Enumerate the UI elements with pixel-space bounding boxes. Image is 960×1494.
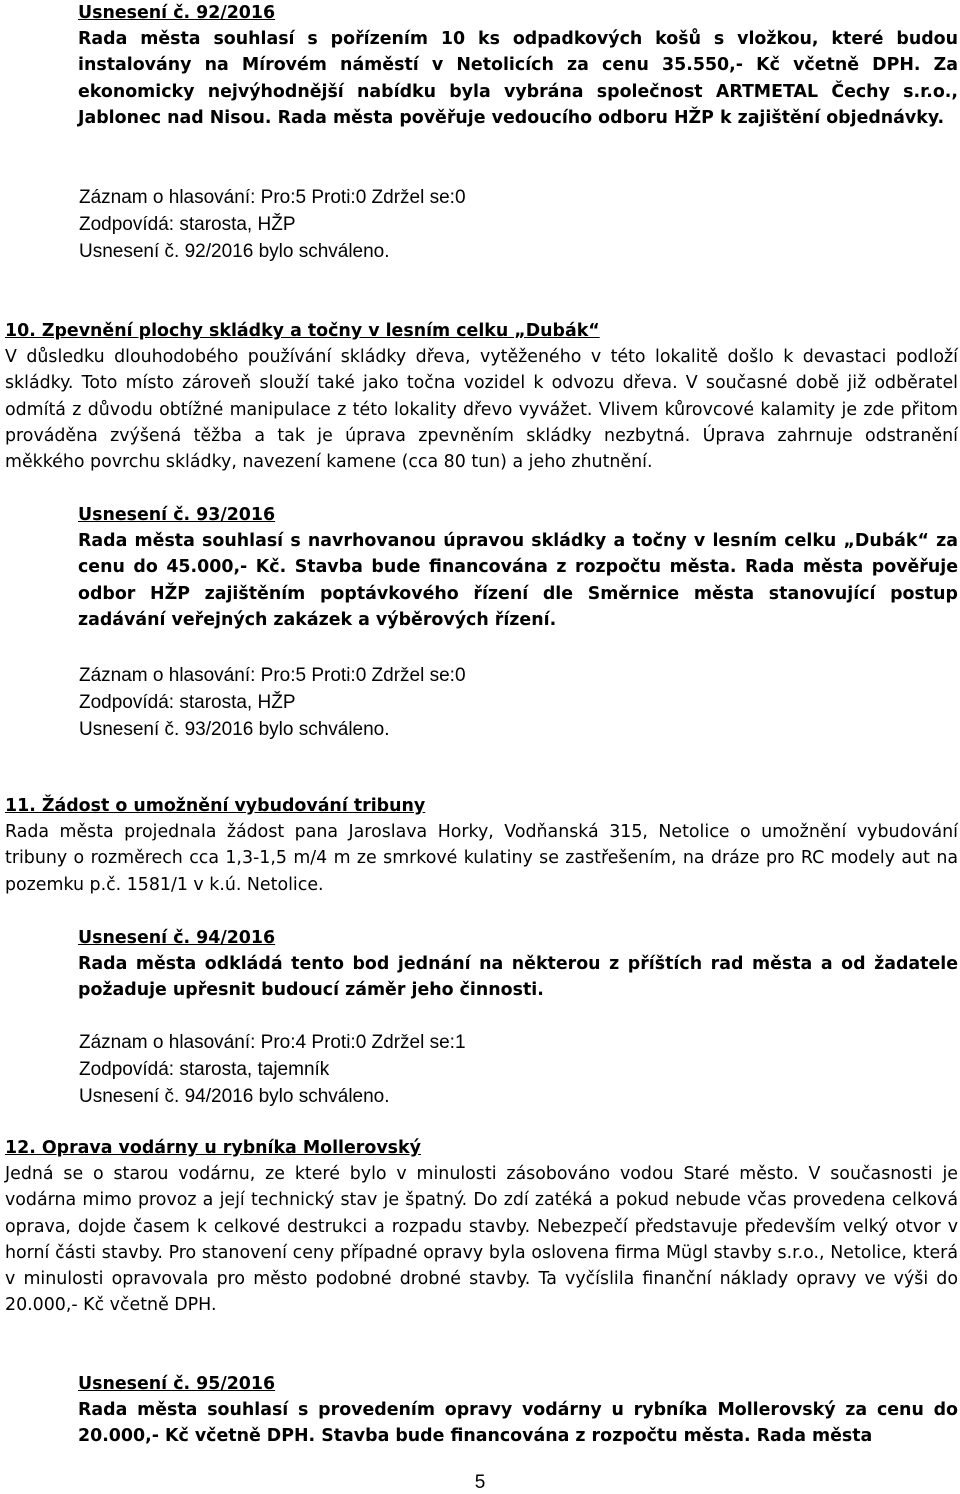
item-10-body: V důsledku dlouhodobého používání skládky dřeva, vytěženého v této lokalitě došlo k devastaci podloží skládky. Toto místo zároveň slouží také jako točna vozidel k odvozu dřeva. V současné době již odběratel odmítá z důvodu obtížné manipulace z této lokality dřevo vyvážet. Vlivem kůrovcové kalamity je zde přitom prováděna zvýšená těžba a tak je úprava zpevněním skládky nezbytná. Úprava zahrnuje odstranění měkkého povrchu skládky, navezení kamene (cca 80 tun) a jeho zhutnění. [5,347,958,473]
resolution-95-title: Usnesení č. 95/2016 [78,1374,276,1394]
page-number: 5 [474,1472,486,1493]
item-11-body: Rada města projednala žádost pana Jaroslava Horky, Vodňanská 315, Netolice o umožnění vybudování tribuny o rozměrech cca 1,3-1,5 m/4 m ze smrkové kulatiny se zastřešením, na dráze pro RC modely aut na pozemku p.č. 1581/1 v k.ú. Netolice. [5,822,958,895]
item-11-heading: 11. Žádost o umožnění vybudování tribuny [5,796,426,816]
item-11-block [5,793,958,898]
item-12-block [5,1135,958,1318]
resolution-93-block [78,502,958,633]
item-12-heading: 12. Oprava vodárny u rybníka Mollerovský [5,1138,421,1158]
resolution-94-block [78,925,958,1004]
approval-note: Usnesení č. 93/2016 bylo schváleno. [79,719,390,740]
resolution-92-record [79,184,466,265]
resolution-94-record [79,1029,466,1110]
resolution-93-text: Rada města souhlasí s navrhovanou úpravou skládky a točny v lesním celku „Dubák“ za cenu do 45.000,- Kč. Stavba bude financována z rozpočtu města. Rada města pověřuje odbor HŽP zajištěním poptávkového řízení dle Směrnice města stanovující postup zadávání veřejných zakázek a výběrových řízení. [78,531,958,630]
item-10-heading: 10. Zpevnění plochy skládky a točny v lesním celku „Dubák“ [5,321,600,341]
vote-record: Záznam o hlasování: Pro:5 Proti:0 Zdržel se:0 [79,665,466,686]
resolution-92-text-part1: Rada města souhlasí s pořízením 10 ks odpadkových košů s vložkou, které budou instalovány na Mírovém náměstí v Netolicích za cenu 35.550,- Kč včetně DPH. Za ekonomicky nejvýhodnější nabídku byla vybrána společnost ARTMETAL Čechy s.r.o., Jablonec nad Nisou. [78,29,958,128]
vote-record: Záznam o hlasování: Pro:4 Proti:0 Zdržel se:1 [79,1032,466,1053]
resolution-94-title: Usnesení č. 94/2016 [78,928,276,948]
resolution-95-text: Rada města souhlasí s provedením opravy vodárny u rybníka Mollerovský za cenu do 20.000,- Kč včetně DPH. Stavba bude financována z rozpočtu města. Rada města [78,1400,958,1447]
resolution-94-text: Rada města odkládá tento bod jednání na některou z příštích rad města a od žadatele požaduje upřesnit budoucí záměr jeho činnosti. [78,954,958,1001]
resolution-92-text-part2: Rada města pověřuje vedoucího odboru HŽP k zajištění objednávky. [277,107,945,128]
approval-note: Usnesení č. 92/2016 bylo schváleno. [79,241,390,262]
resolution-92-text [78,26,958,131]
item-10-block [5,318,958,475]
resolution-95-block [78,1371,958,1450]
resolution-92-block [78,0,958,131]
resolution-93-title: Usnesení č. 93/2016 [78,505,276,525]
resolution-92-title: Usnesení č. 92/2016 [78,3,276,23]
approval-note: Usnesení č. 94/2016 bylo schváleno. [79,1086,390,1107]
responsible: Zodpovídá: starosta, HŽP [79,692,296,713]
vote-record: Záznam o hlasování: Pro:5 Proti:0 Zdržel se:0 [79,187,466,208]
responsible: Zodpovídá: starosta, tajemník [79,1059,330,1080]
resolution-93-record [79,662,466,743]
responsible: Zodpovídá: starosta, HŽP [79,214,296,235]
item-12-body: Jedná se o starou vodárnu, ze které bylo v minulosti zásobováno vodou Staré město. V současnosti je vodárna mimo provoz a její technický stav je špatný. Do zdí zatéká a pokud nebude včas provedena celková oprava, dojde časem k celkové destrukci a rozpadu stavby. Nebezpečí představuje především velký otvor v horní části stavby. Pro stanovení ceny případné opravy byla oslovena firma Mügl stavby s.r.o., Netolice, která v minulosti opravovala pro město podobné drobné stavby. Ta vyčíslila finanční náklady opravy ve výši do 20.000,- Kč včetně DPH. [5,1164,958,1316]
